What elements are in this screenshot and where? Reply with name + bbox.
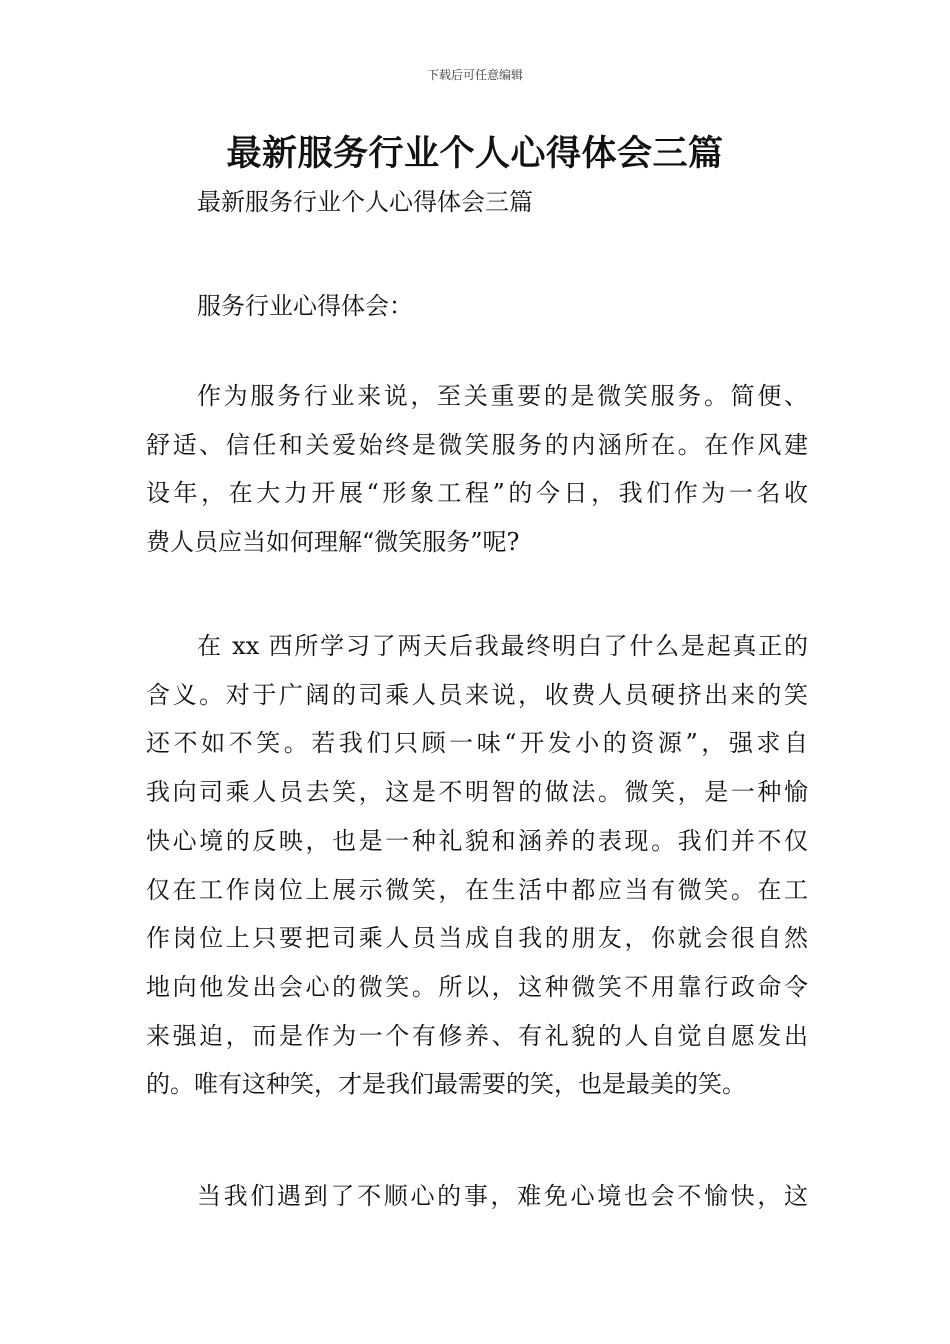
paragraph-3 — [146, 1172, 808, 1221]
paragraph-line: 快心境的反映，也是一种礼貌和涵养的表现。我们并不仅 — [146, 826, 808, 855]
paragraph-line: 当我们遇到了不顺心的事，难免心境也会不愉快，这 — [197, 1182, 808, 1210]
paragraph-line: 地向他发出会心的微笑。所以，这种微笑不用靠行政命令 — [146, 972, 808, 1001]
paragraph-line: 含义。对于广阔的司乘人员来说，收费人员硬挤出来的笑 — [146, 680, 808, 709]
document-title: 最新服务行业个人心得体会三篇 — [226, 134, 724, 174]
paragraph-line: 还不如不笑。若我们只顾一味“开发小的资源”，强求自 — [146, 729, 808, 758]
paragraph-line: 来强迫，而是作为一个有修养、有礼貌的人自觉自愿发出 — [146, 1021, 808, 1050]
paragraph-line: 仅在工作岗位上展示微笑，在生活中都应当有微笑。在工 — [146, 875, 808, 904]
paragraph-line: 在 xx 西所学习了两天后我最终明白了什么是起真正的 — [197, 632, 808, 660]
paragraph-line: 费人员应当如何理解“微笑服务”呢? — [146, 528, 520, 557]
paragraph-line: 的。唯有这种笑，才是我们最需要的笑，也是最美的笑。 — [146, 1070, 746, 1099]
section-heading: 服务行业心得体会： — [197, 292, 413, 320]
paragraph-2 — [146, 622, 808, 1109]
paragraph-line: 我向司乘人员去笑，这是不明智的做法。微笑，是一种愉 — [146, 778, 808, 807]
header-note: 下载后可任意编辑 — [426, 68, 523, 82]
document-subtitle: 最新服务行业个人心得体会三篇 — [197, 188, 533, 216]
paragraph-line: 作岗位上只要把司乘人员当成自我的朋友，你就会很自然 — [146, 924, 808, 953]
paragraph-line: 作为服务行业来说，至关重要的是微笑服务。简便、 — [197, 382, 808, 410]
paragraph-line: 设年，在大力开展“形象工程”的今日，我们作为一名收 — [146, 479, 808, 508]
paragraph-line: 舒适、信任和关爱始终是微笑服务的内涵所在。在作风建 — [146, 430, 808, 459]
paragraph-1 — [146, 372, 808, 567]
